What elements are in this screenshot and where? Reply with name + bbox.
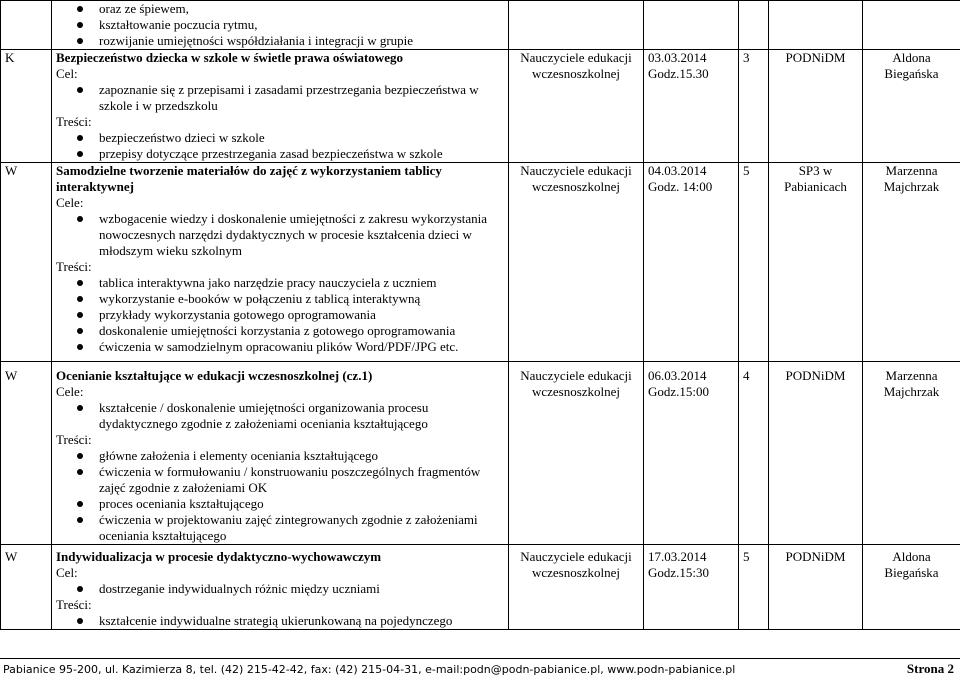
course-title: Samodzielne tworzenie materiałów do zajęć z wykorzystaniem tablicy interaktywnej [56,163,504,195]
time: Godz. 14:00 [648,179,734,195]
list-item: przykłady wykorzystania gotowego oprogramowania [56,307,504,323]
leader: Marzenna Majchrzak [863,362,960,545]
list-item: ćwiczenia w projektowaniu zajęć zintegrowanych zgodnie z założeniami oceniania kształtującego [56,512,504,544]
list-item: kształtowanie poczucia rytmu, [56,17,504,33]
date: 06.03.2014 [648,368,734,384]
list-item: oraz ze śpiewem, [56,1,504,17]
place: PODNiDM [769,362,863,545]
place: PODNiDM [769,50,863,163]
date-time [644,545,739,630]
content-label: Treści: [56,432,504,448]
hours: 3 [739,50,769,163]
list-item: ćwiczenia w samodzielnym opracowaniu plików Word/PDF/JPG etc. [56,339,504,355]
date-time [644,50,739,163]
course-title: Bezpieczeństwo dziecka w szkole w świetle prawa oświatowego [56,50,504,66]
audience: Nauczyciele edukacji wczesnoszkolnej [509,545,644,630]
content-label: Treści: [56,114,504,130]
form-code [1,1,52,50]
place: SP3 w Pabianicach [769,163,863,362]
list-item: dostrzeganie indywidualnych różnic między uczniami [56,581,504,597]
course-description [52,50,509,163]
audience: Nauczyciele edukacji wczesnoszkolnej [509,362,644,545]
list-item: wykorzystanie e-booków w połączeniu z tablicą interaktywną [56,291,504,307]
footer-address: Pabianice 95-200, ul. Kazimierza 8, tel. (42) 215-42-42, fax: (42) 215-04-31, e-mail:podn@podn-pabianice.pl, www.podn-pabianice.pl [3,663,735,676]
list-item: proces oceniania kształtującego [56,496,504,512]
audience: Nauczyciele edukacji wczesnoszkolnej [509,163,644,362]
list-item: bezpieczeństwo dzieci w szkole [56,130,504,146]
list-item: ćwiczenia w formułowaniu / konstruowaniu poszczególnych fragmentów zajęć zgodnie z założeniami OK [56,464,504,496]
leader: Marzenna Majchrzak [863,163,960,362]
list-item: tablica interaktywna jako narzędzie pracy nauczyciela z uczniem [56,275,504,291]
table-row [1,545,960,630]
content-label: Treści: [56,597,504,613]
form-code: W [1,362,52,545]
time: Godz.15:30 [648,565,734,581]
goals-label: Cel: [56,66,504,82]
time: Godz.15.30 [648,66,734,82]
table-row [1,50,960,163]
date: 03.03.2014 [648,50,734,66]
content-label: Treści: [56,259,504,275]
course-description [52,163,509,362]
audience: Nauczyciele edukacji wczesnoszkolnej [509,50,644,163]
page-number: Strona 2 [907,661,954,677]
date: 04.03.2014 [648,163,734,179]
table-row [1,362,960,545]
leader: Aldona Biegańska [863,545,960,630]
place: PODNiDM [769,545,863,630]
hours: 4 [739,362,769,545]
hours: 5 [739,163,769,362]
form-code: W [1,545,52,630]
list-item: rozwijanie umiejętności współdziałania i integracji w grupie [56,33,504,49]
goals-label: Cele: [56,195,504,211]
form-code: K [1,50,52,163]
form-code: W [1,163,52,362]
course-title: Ocenianie kształtujące w edukacji wczesnoszkolnej (cz.1) [56,368,504,384]
course-description [52,1,509,50]
list-item: przepisy dotyczące przestrzegania zasad bezpieczeństwa w szkole [56,146,504,162]
list-item: kształcenie / doskonalenie umiejętności organizowania procesu dydaktycznego zgodnie z założeniami oceniania kształtującego [56,400,504,432]
list-item: kształcenie indywidualne strategią ukierunkowaną na pojedynczego [56,613,504,629]
page-footer [0,658,960,680]
course-description [52,545,509,630]
date-time [644,163,739,362]
leader: Aldona Biegańska [863,50,960,163]
date: 17.03.2014 [648,549,734,565]
course-title: Indywidualizacja w procesie dydaktyczno-wychowawczym [56,549,504,565]
goals-label: Cel: [56,565,504,581]
goals-label: Cele: [56,384,504,400]
list-item: zapoznanie się z przepisami i zasadami przestrzegania bezpieczeństwa w szkole i w przedszkolu [56,82,504,114]
table-row [1,1,960,50]
list-item: główne założenia i elementy oceniania kształtującego [56,448,504,464]
date-time [644,362,739,545]
hours: 5 [739,545,769,630]
time: Godz.15:00 [648,384,734,400]
table-row [1,163,960,362]
list-item: doskonalenie umiejętności korzystania z gotowego oprogramowania [56,323,504,339]
list-item: wzbogacenie wiedzy i doskonalenie umiejętności z zakresu wykorzystania nowoczesnych narzędzi dydaktycznych w procesie kształcenia dzieci w młodszym wieku szkolnym [56,211,504,259]
course-description [52,362,509,545]
